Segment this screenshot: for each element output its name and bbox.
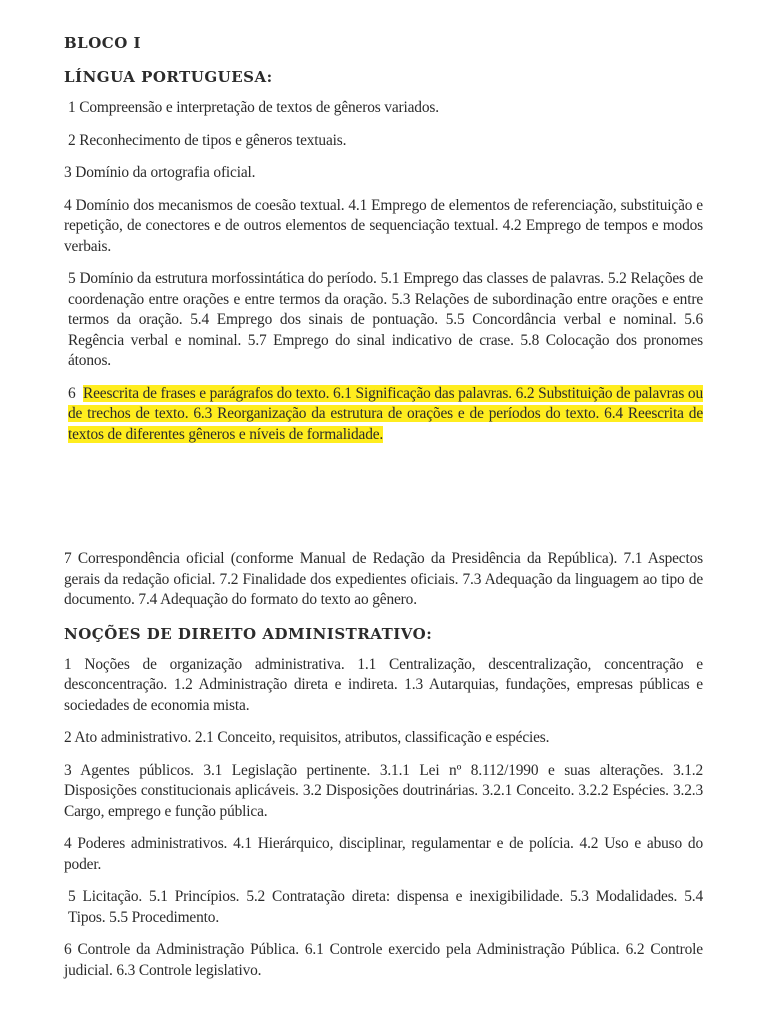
lp-item-1: 1 Compreensão e interpretação de textos de gêneros variados.	[68, 99, 439, 116]
da-item-1: 1 Noções de organização administrativa. 1.1 Centralização, descentralização, concentração e desconcentração. 1.2 Administração direta e indireta. 1.3 Autarquias, fundações, empresas públicas e sociedades de economia mista.	[64, 655, 703, 714]
lp-item-6-number: 6	[68, 384, 76, 402]
lp-item-4: 4 Domínio dos mecanismos de coesão textual. 4.1 Emprego de elementos de referenciação, substituição e repetição, de conectores e de outros elementos de sequenciação textual. 4.2 Emprego de tempos e modos verbais.	[64, 196, 703, 255]
da-item-2: 2 Ato administrativo. 2.1 Conceito, requisitos, atributos, classificação e espécies.	[64, 729, 550, 746]
da-item-3: 3 Agentes públicos. 3.1 Legislação pertinente. 3.1.1 Lei nº 8.112/1990 e suas alterações. 3.1.2 Disposições constitucionais aplicáveis. 3.2 Disposições doutrinárias. 3.2.1 Conceito. 3.2.2 Espécies. 3.2.3 Cargo, emprego e função pública.	[64, 761, 703, 820]
lp-item-5: 5 Domínio da estrutura morfossintática do período. 5.1 Emprego das classes de palavras. 5.2 Relações de coordenação entre orações e entre termos da oração. 5.3 Relações de subordinação entre orações e entre termos da oração. 5.4 Emprego dos sinais de pontuação. 5.5 Concordância verbal e nominal. 5.6 Regência verbal e nominal. 5.7 Emprego do sinal indicativo de crase. 5.8 Colocação dos pronomes átonos.	[68, 270, 703, 369]
document-content	[64, 32, 703, 993]
da-item-5: 5 Licitação. 5.1 Princípios. 5.2 Contratação direta: dispensa e inexigibilidade. 5.3 Modalidades. 5.4 Tipos. 5.5 Procedimento.	[68, 888, 703, 926]
lp-item-2: 2 Reconhecimento de tipos e gêneros textuais.	[68, 131, 347, 149]
lp-item-6	[64, 384, 703, 446]
section-heading-lingua-portuguesa: LÍNGUA PORTUGUESA:	[64, 68, 273, 86]
da-item-6: 6 Controle da Administração Pública. 6.1 Controle exercido pela Administração Pública. 6.2 Controle judicial. 6.3 Controle legislativo.	[64, 941, 703, 979]
lp-item-3: 3 Domínio da ortografia oficial.	[64, 164, 256, 181]
da-item-4: 4 Poderes administrativos. 4.1 Hierárquico, disciplinar, regulamentar e de polícia. 4.2 Uso e abuso do poder.	[64, 835, 703, 873]
section-heading-direito-administrativo: NOÇÕES DE DIREITO ADMINISTRATIVO:	[64, 624, 433, 643]
blank-gap	[64, 457, 703, 549]
lp-item-7: 7 Correspondência oficial (conforme Manual de Redação da Presidência da República). 7.1 Aspectos gerais da redação oficial. 7.2 Finalidade dos expedientes oficiais. 7.3 Adequação da linguagem ao tipo de documento. 7.4 Adequação do formato do texto ao gênero.	[64, 550, 703, 608]
bloco-title: BLOCO I	[64, 34, 142, 52]
highlighted-text: Reescrita de frases e parágrafos do texto. 6.1 Significação das palavras. 6.2 Substituição de palavras ou de trechos de texto. 6.3 Reorganização da estrutura de orações e de períodos do texto. 6.4 Reescrita de textos de diferentes gêneros e níveis de formalidade.	[68, 384, 703, 443]
